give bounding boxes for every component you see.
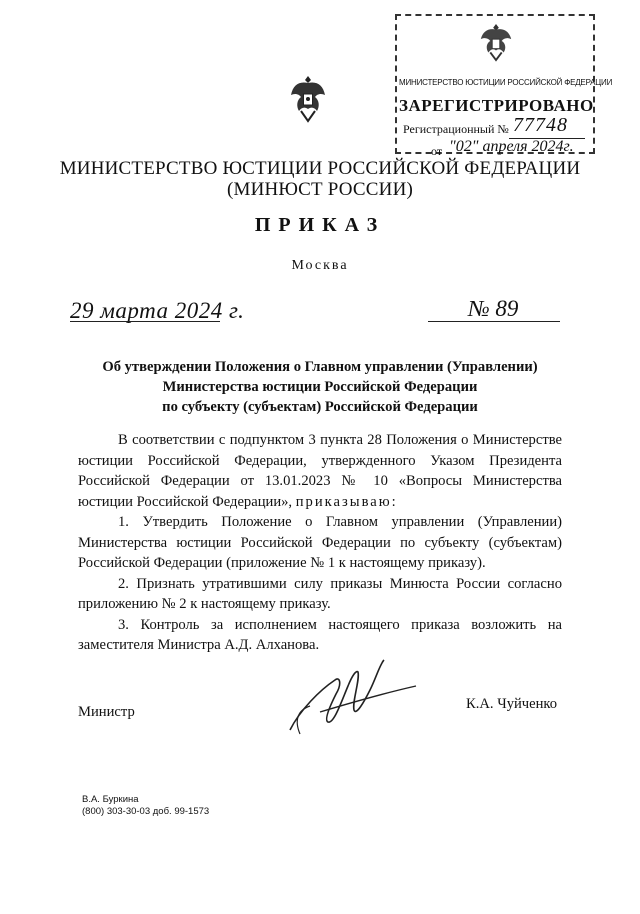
stamp-registered: ЗАРЕГИСТРИРОВАНО [399,96,594,115]
order-item-3: 3. Контроль за исполнением настоящего приказа возложить на заместителя Министра А.Д. Алханова. [78,616,562,653]
order-body [78,430,562,656]
stamp-date: "02" апреля 2024г. [449,138,574,155]
registration-stamp [395,14,613,158]
intro-text: В соответствии с подпунктом 3 пункта 28 Положения о Министерстве юстиции Российской Федерации, утвержденного Указом Президента Российской Федерации от 13.01.2023 № 10 «Вопросы Министерства юстиции Российской Федерации», [78,432,562,510]
ministry-short-name: (МИНЮСТ РОССИИ) [226,179,414,200]
order-number: № 89 [468,296,519,321]
number-underline [428,321,560,322]
order-word: приказываю: [295,493,398,510]
executor-info [82,794,209,818]
body-intro [78,430,562,512]
executor-name: В.А. Буркина [82,794,139,805]
coat-of-arms-icon [477,20,515,64]
subject-line: Об утверждении Положения о Главном управлении (Управлении) [102,359,538,375]
order-date: 29 марта 2024 г. [70,298,245,323]
order-subject [70,357,570,417]
document-title: ПРИКАЗ [254,214,386,236]
stamp-ministry-name: МИНИСТЕРСТВО ЮСТИЦИИ РОССИЙСКОЙ ФЕДЕРАЦИИ [399,78,613,87]
ministry-heading [40,158,600,200]
stamp-date-prefix: от [431,144,443,158]
signatory-title: Министр [78,704,135,720]
executor-phone: (800) 303-30-03 доб. 99-1573 [82,806,210,817]
order-item-1: 1. Утвердить Положение о Главном управлении (Управлении) Министерства юстиции Российской Федерации по субъекту (субъектам) Российской Федерации (приложение № 1 к настоящему приказу). [78,514,562,571]
ministry-name: МИНИСТЕРСТВО ЮСТИЦИИ РОССИЙСКОЙ ФЕДЕРАЦИИ [59,158,581,179]
date-underline [70,321,220,322]
subject-line: Министерства юстиции Российской Федерации [162,379,478,395]
handwritten-signature [280,650,420,750]
subject-line: по субъекту (субъектам) Российской Федерации [162,399,478,415]
order-item-2: 2. Признать утратившими силу приказы Минюста России согласно приложению № 2 к настоящему приказу. [78,575,562,612]
coat-of-arms-icon [288,74,328,124]
stamp-reg-number: 77748 [513,114,568,136]
stamp-reg-label: Регистрационный № [403,122,509,136]
document-city: Москва [291,258,349,273]
signatory-name: К.А. Чуйченко [466,696,558,712]
